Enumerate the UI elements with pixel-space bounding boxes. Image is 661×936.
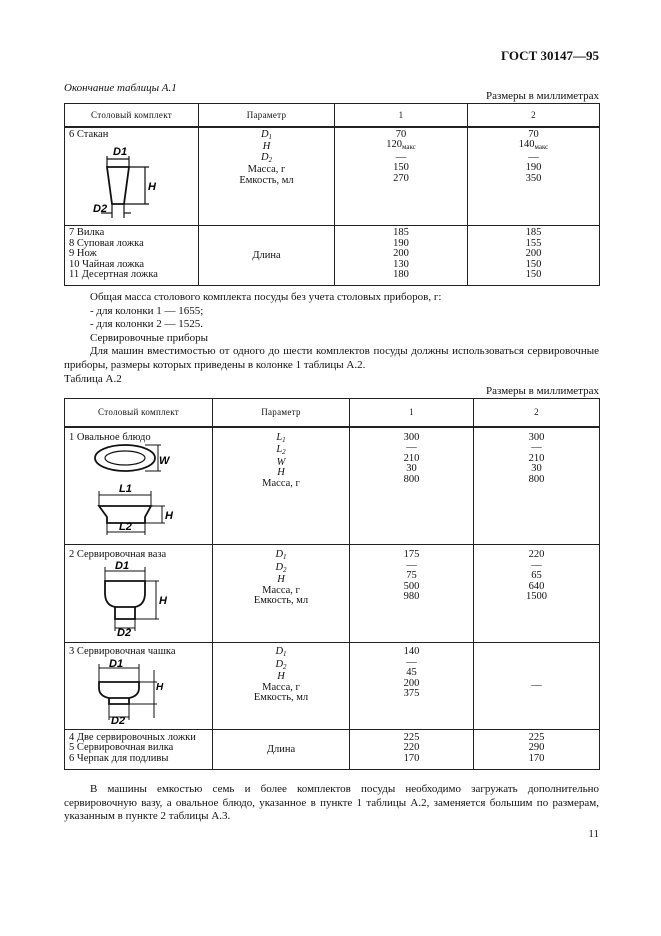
value: 220 — [528, 549, 545, 560]
value: — — [531, 559, 542, 571]
col-header-set: Столовый комплект — [65, 104, 199, 127]
value: 800 — [528, 473, 545, 485]
param-volume: Емкость, мл — [253, 692, 309, 703]
col-header-1: 1 — [350, 399, 474, 427]
value: 175 — [403, 549, 420, 560]
dish-figure — [69, 443, 199, 539]
list-item: 10 Чайная ложка — [69, 258, 145, 270]
table1-units: Размеры в миллиметрах — [486, 90, 599, 102]
value-dash: — — [474, 643, 600, 730]
value: 70 — [528, 128, 539, 140]
value: 170 — [528, 752, 545, 764]
value: 190 — [393, 237, 409, 249]
label-d2: D2 — [117, 626, 132, 639]
label-h: H — [165, 510, 173, 522]
col-header-2: 2 — [468, 104, 600, 127]
param-d2: $D_2$ — [275, 561, 287, 574]
col-header-set: Столовый комплект — [65, 399, 213, 427]
label-l2: L2 — [119, 521, 132, 533]
param-d2: $D_2$ — [275, 658, 287, 671]
label-h: H — [148, 181, 156, 193]
label-d2: D2 — [93, 203, 108, 215]
paragraph: - для колонки 1 — 1655; — [90, 304, 204, 317]
value: 500 — [403, 580, 420, 592]
col-header-param: Параметр — [213, 399, 350, 427]
value: 185 — [525, 227, 542, 238]
param-h: H — [277, 574, 285, 585]
value: 30 — [406, 463, 417, 474]
label-l1: L1 — [119, 483, 132, 495]
value: 300 — [528, 431, 545, 443]
list-item: 6 Черпак для подливы — [69, 752, 169, 764]
param-l1: $L_1$ — [276, 431, 286, 444]
table-row-dish — [65, 427, 600, 545]
param-d1: $D_1$ — [260, 128, 273, 141]
table1 — [64, 103, 600, 286]
value: 980 — [403, 591, 420, 602]
value: 140 — [403, 646, 420, 657]
param-mass: Масса, г — [262, 477, 300, 489]
list-item: 7 Вилка — [69, 227, 105, 238]
value: 210 — [528, 452, 545, 464]
value: 190 — [525, 162, 542, 173]
param-mass: Масса, г — [247, 164, 286, 175]
value: 45 — [406, 667, 417, 678]
table1-caption: Окончание таблицы А.1 — [64, 82, 177, 94]
table2 — [64, 398, 600, 770]
item-label: 1 Овальное блюдо — [69, 431, 151, 443]
item-label: 2 Сервировочная ваза — [69, 549, 167, 560]
value: 30 — [531, 463, 542, 474]
col-header-param: Параметр — [199, 104, 335, 127]
paragraph: Общая масса столового комплекта посуды без учета столовых приборов, г: — [90, 291, 442, 303]
value: — — [528, 151, 539, 163]
param-w: W — [276, 456, 286, 468]
cup-figure — [69, 658, 179, 726]
value: — — [406, 442, 417, 453]
item-label: 3 Сервировочная чашка — [69, 646, 176, 657]
table-row-cup — [65, 643, 600, 730]
label-d1: D1 — [113, 146, 128, 158]
glass-figure — [69, 140, 179, 222]
value: 130 — [393, 258, 409, 270]
value: 70 — [395, 128, 407, 140]
paragraph: В машины емкостью семь и более комплектов посуды необходимо загружать дополнительно сервировочную вазу, а овальное блюдо, указанное в пункте 1 таблицы А.2, заменяется большим по размерам, указанным в пункте 2 таблицы А.3. — [64, 783, 599, 822]
value: 65 — [531, 570, 542, 581]
paragraph: Для машин вместимостью от одного до шести комплектов посуды должны использоваться сервировочные приборы, размеры которых приведены в колонке 1 таблицы А.2. — [64, 345, 599, 371]
param-d1: $D_1$ — [275, 646, 287, 658]
param-mass: Масса, г — [262, 681, 300, 693]
label-h: H — [159, 594, 167, 607]
value: 290 — [528, 742, 545, 753]
list-item: 11 Десертная ложка — [69, 269, 158, 280]
param-length: Длина — [213, 729, 350, 769]
value: 200 — [403, 677, 420, 689]
value: 225 — [528, 731, 545, 743]
value: 170 — [403, 752, 420, 764]
value: — — [406, 559, 417, 571]
paragraph: Сервировочные приборы — [90, 331, 208, 344]
value: 350 — [525, 172, 542, 184]
param-volume: Емкость, мл — [253, 595, 309, 606]
param-mass: Масса, г — [262, 584, 300, 596]
value: — — [395, 151, 407, 163]
value: 800 — [403, 473, 420, 485]
label-w: W — [159, 455, 170, 467]
param-h: H — [277, 671, 285, 682]
document-code: ГОСТ 30147—95 — [500, 48, 599, 63]
item-label: 6 Стакан — [69, 128, 109, 140]
label-d1: D1 — [115, 560, 130, 572]
value: 200 — [525, 248, 542, 259]
value: 150 — [393, 162, 409, 173]
list-item: 9 Нож — [69, 248, 97, 259]
vase-figure — [69, 561, 179, 639]
paragraph: - для колонки 2 — 1525. — [90, 318, 204, 330]
text-block-2 — [64, 783, 599, 824]
value: 180 — [393, 269, 409, 280]
value-h-max: $120_{макс}$ — [386, 139, 416, 151]
value: 1500 — [526, 591, 547, 602]
value: 155 — [525, 237, 542, 249]
value: — — [406, 656, 417, 668]
value: 270 — [393, 172, 409, 184]
value: 300 — [403, 431, 420, 443]
table-row-glass — [65, 127, 600, 226]
value: 220 — [403, 742, 420, 753]
param-d2: $D_2$ — [260, 151, 273, 164]
value: 200 — [393, 248, 409, 259]
value: 225 — [403, 731, 420, 743]
label-d2: D2 — [111, 714, 126, 726]
param-length: Длина — [199, 226, 335, 286]
list-item: 5 Сервировочная вилка — [69, 742, 174, 753]
table2-units: Размеры в миллиметрах — [486, 385, 599, 397]
table2-caption: Таблица А.2 — [64, 373, 122, 385]
table-row-utensils — [65, 729, 600, 769]
label-d1: D1 — [109, 657, 124, 670]
text-block-1 — [64, 291, 599, 372]
value: 185 — [393, 227, 409, 238]
page-number: 11 — [588, 828, 599, 840]
param-volume: Емкость, мл — [239, 174, 294, 186]
value-h-max: $140_{макс}$ — [518, 139, 549, 151]
col-header-1: 1 — [335, 104, 468, 127]
value: 210 — [403, 452, 420, 464]
value: 150 — [525, 269, 542, 280]
value: 375 — [403, 688, 420, 699]
label-h: H — [156, 681, 164, 693]
param-h: H — [277, 467, 285, 478]
col-header-2: 2 — [474, 399, 600, 427]
value: 75 — [406, 570, 417, 581]
param-d1: $D_1$ — [275, 549, 287, 561]
param-h: H — [262, 141, 271, 152]
value: — — [531, 442, 542, 453]
table-row-cutlery — [65, 226, 600, 286]
param-l2: $L_2$ — [276, 444, 286, 456]
list-item: 8 Суповая ложка — [69, 237, 144, 249]
table-row-vase — [65, 545, 600, 643]
value: 150 — [525, 258, 542, 270]
value: 640 — [528, 580, 545, 592]
list-item: 4 Две сервировочных ложки — [69, 731, 196, 743]
